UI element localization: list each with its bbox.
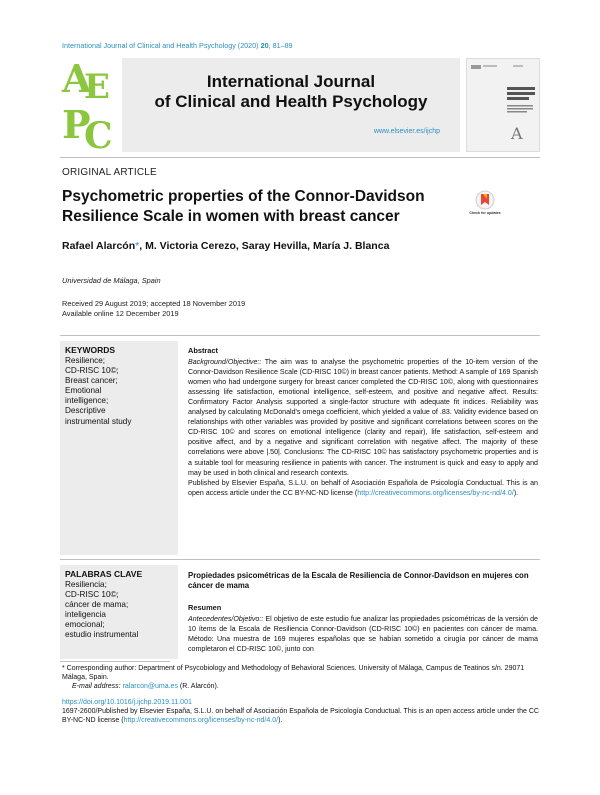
palabras-clave-panel [60, 565, 178, 659]
header-divider [60, 157, 540, 158]
journal-website-link[interactable]: www.elsevier.es/ijchp [373, 128, 440, 135]
email-label: E-mail address: [72, 683, 121, 691]
journal-ref-name: International Journal of Clinical and Health Psychology (2020) [62, 41, 259, 50]
abstract-label: Background/Objective:: [188, 358, 262, 367]
svg-text:P: P [62, 102, 91, 147]
resumen-label: Antecedentes/Objetivo:: [188, 615, 264, 623]
journal-cover-thumbnail [466, 58, 540, 152]
email-name: (R. Alarcón). [177, 683, 219, 691]
abstract-heading: Abstract [188, 346, 218, 355]
section-divider [60, 559, 540, 560]
check-for-updates-icon[interactable] [469, 190, 501, 220]
footnote-star: * [62, 665, 65, 672]
abstract-publisher-note: Published by Elsevier España, S.L.U. on behalf of Asociación Española de Psicología Conductual. This is an open access article under the CC BY-NC-ND license (http://creativecommons.org/licenses/by-nc-nd/4.0/). [188, 478, 538, 497]
keyword-item: intelligence; [65, 396, 109, 406]
abstract-body [188, 357, 538, 478]
keywords-heading: KEYWORDS [65, 345, 116, 355]
keyword-item: Resilience; [65, 356, 106, 365]
resumen-heading: Resumen [188, 603, 222, 612]
aepc-logo-icon [60, 58, 118, 152]
license-link[interactable]: http://creativecommons.org/licenses/by-nc-nd/4.0/ [357, 488, 514, 497]
keyword-item: instrumental study [65, 416, 132, 426]
resumen-text: El objetivo de este estudio fue analizar las propiedades psicométricas de la versión de 10 ítems de la Escala de Resiliencia Connor-Davidson (CD-RISC 10©) en pacientes con cáncer de mama. Método: Una muestra de 169 mujeres españolas que se habían sometido a cirugía por cáncer de mama completaron el CD-RISC 10©, junto con [188, 615, 538, 654]
svg-text:A: A [511, 124, 523, 143]
keyword-item: Descriptive [65, 406, 106, 416]
article-dates [62, 299, 245, 319]
dates-divider [60, 335, 540, 336]
svg-text:C: C [84, 115, 113, 152]
palabras-clave-heading: PALABRAS CLAVE [65, 569, 143, 579]
check-for-updates-label: Check for updates [469, 211, 501, 215]
bottom-license-link[interactable]: http://creativecommons.org/licenses/by-nc-nd/4.0/ [123, 717, 279, 725]
journal-ref-pages: , 81–89 [268, 41, 293, 50]
online-date: Available online 12 December 2019 [62, 309, 179, 318]
abstract-section [188, 346, 538, 498]
keyword-item: cáncer de mama; [65, 600, 129, 610]
received-date: Received 29 August 2019; accepted 18 November 2019 [62, 299, 246, 308]
journal-title-line2: of Clinical and Health Psychology [154, 92, 428, 111]
keyword-item: CD-RISC 10©; [65, 590, 119, 600]
email-link[interactable]: ralarcon@uma.es [122, 683, 178, 691]
issn-text: 1697-2600/Published by Elsevier España, S.L.U. on behalf of Asociación Española de Psicología Conductual. This is an open access article under the CC BY-NC-ND license ( [62, 708, 539, 725]
doi-link[interactable]: https://doi.org/10.1016/j.ijchp.2019.11.001 [62, 699, 192, 706]
author-corresponding: Rafael Alarcón [62, 240, 136, 252]
footnote-text: Corresponding author: Department of Psycobiology and Methodology of Behavioral Sciences. University of Málaga, Campus de Teatinos s/n. 29071 Málaga, Spain. [62, 665, 525, 682]
keywords-panel [60, 341, 178, 555]
palabras-clave-list [65, 580, 138, 641]
keyword-item: estudio instrumental [65, 630, 139, 640]
svg-text:A: A [62, 58, 92, 101]
article-type: ORIGINAL ARTICLE [62, 167, 157, 178]
affiliation: Universidad de Málaga, Spain [62, 276, 161, 285]
journal-banner [122, 58, 460, 152]
doi-block: https://doi.org/10.1016/j.ijchp.2019.11.001 1697-2600/Published by Elsevier España, S.L.U. on behalf of Asociación Española de Psicología Conductual. This is an open access article under the CC BY-NC-ND license (http://creativecommons.org/licenses/by-nc-nd/4.0/). [62, 699, 539, 725]
keyword-item: inteligencia [65, 610, 106, 620]
svg-text:E: E [84, 67, 110, 107]
keyword-item: Resiliencia; [65, 580, 107, 589]
footnote-divider [60, 661, 170, 662]
authors-rest: , M. Victoria Cerezo, Saray Hevilla, María J. Blanca [139, 240, 390, 252]
keyword-item: CD-RISC 10©; [65, 366, 119, 376]
article-title: Psychometric properties of the Connor-Davidson Resilience Scale in women with breast cancer [62, 188, 425, 225]
keyword-item: Breast cancer; [65, 376, 118, 386]
journal-ref-volume: 20 [260, 41, 269, 50]
keywords-list [65, 356, 131, 427]
keyword-item: Emotional [65, 386, 102, 396]
keyword-item: emocional; [65, 620, 105, 630]
corresponding-mark[interactable]: * [135, 240, 140, 252]
journal-title-line1: International Journal [206, 72, 376, 91]
corresponding-footnote [62, 664, 540, 692]
journal-reference[interactable] [62, 41, 293, 50]
author-list [62, 240, 389, 252]
spanish-title: Propiedades psicométricas de la Escala de Resiliencia de Connor-Davidson en mujeres con cáncer de mama [188, 571, 529, 590]
resumen-body [188, 614, 538, 654]
abstract-text: The aim was to analyse the psychometric properties of the 10-item version of the Connor-Davidson Resilience Scale (CD-RISC 10©) in breast cancer patients. Method: A sample of 169 Spanish women who had undergone surgery for breast cancer completed the CD-RISC 10©, along with questionnaires assessing life satisfaction, emotional intelligence, self-esteem, and positive and negative affect. Results: Confirmatory Factor Analysis supported a single-factor structure with adequate fit indices. Reliability was analysed by calculating McDonald's omega coefficient, which yielded a value of .83. Validity evidence based on relationships with other variables was provided by positive and significant correlations between scores on the CD-RISC 10© and scores on emotional intelligence (clarity and repair), life satisfaction, self-esteem and positive affect, and by a negative and significant correlation with negative affect. The majority of these correlations were above |.50|. Conclusions: The CD-RISC 10© has satisfactory psychometric properties and is a suitable tool for measuring resilience in patients with cancer. The instrument is quick and easy to apply and may be used in both clinical and research contexts. [188, 358, 538, 477]
